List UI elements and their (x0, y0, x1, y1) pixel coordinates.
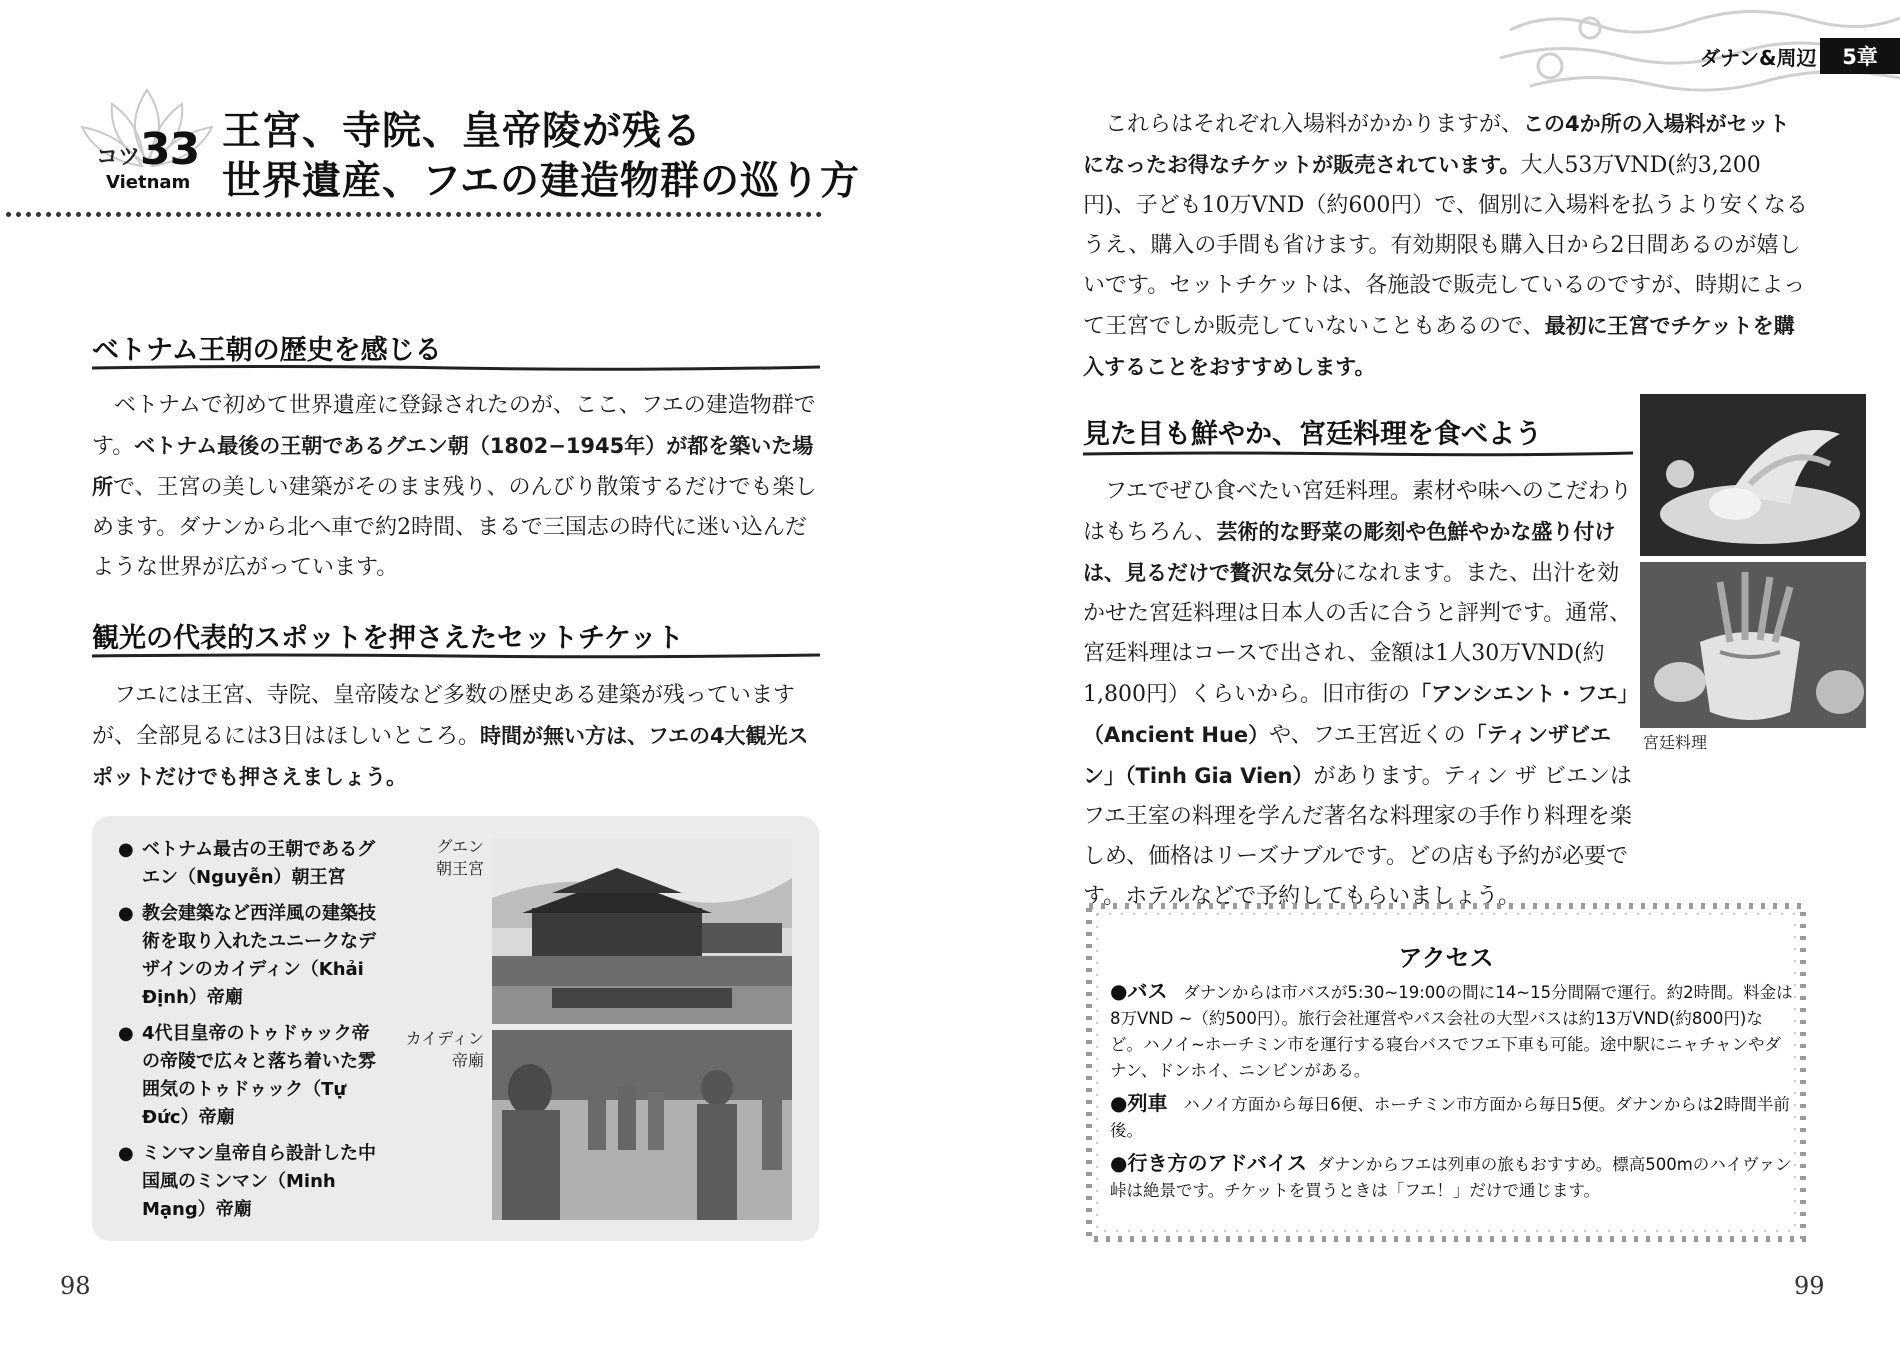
kotsu-number: 33 (140, 124, 200, 175)
access-advice: ●行き方のアドバイス ダナンからフエは列車の旅もおすすめ。標高500mのハイヴァン峠は絶景です。チケットを買うときは「フエ！」だけで通じます。 (1110, 1151, 1792, 1200)
khaidinh-photo (492, 1030, 792, 1220)
section-heading-history: ベトナム王朝の歴史を感じる (92, 335, 442, 366)
photo-caption-palace: グエン 朝王宮 (435, 837, 484, 878)
title-line-1: 王宮、寺院、皇帝陵が残る (222, 109, 703, 154)
section-ticket-body: フエには王宮、寺院、皇帝陵など多数の歴史ある建築が残っていますが、全部見るには3日はほしいところ。時間が無い方は、フエの4大観光スポットだけでも押さえましょう。 (92, 683, 809, 789)
title-line-2: 世界遺産、フエの建造物群の巡り方 (222, 159, 861, 204)
palace-photo (492, 838, 792, 1024)
access-bus: ●バス ダナンからは市バスが5:30~19:00の間に14~15分間隔で運行。約2時間。料金は8万VND ~（約500円）。旅行会社運営やバス会社の大型バスは約13万VND(約800円)など。ハノイ~ホーチミン市を運行する寝台バスでフエ下車も可能。途中駅にニャチャンやダナン、ドンホイ、ニンビンがある。 (1110, 979, 1793, 1080)
access-title: アクセス (1398, 944, 1494, 972)
section-history-body: ベトナムで初めて世界遺産に登録されたのが、ここ、フエの建造物群です。ベトナム最後の王朝であるグエン朝（1802−1945年）が都を築いた場所で、王宮の美しい建築がそのまま残り、のんびり散策するだけでも楽しめます。ダナンから北へ車で約2時間、まるで三国志の時代に迷い込んだような世界が広がっています。 (92, 393, 817, 580)
spot-item: ● 教会建築など西洋風の建築技術を取り入れたユニークなデザインのカイディン（Khải Định）帝廟 (118, 903, 376, 1008)
page-number-right: 99 (1794, 1272, 1825, 1300)
heading-underline (92, 364, 820, 372)
spot-item: ● ミンマン皇帝自ら設計した中国風のミンマン（Minh Mạng）帝廟 (118, 1143, 376, 1220)
food-photo-phoenix (1640, 394, 1866, 556)
access-details (1110, 978, 1794, 1210)
chapter-badge: 5章 (1820, 38, 1900, 74)
chapter-area-label: ダナン&周辺 (1700, 46, 1817, 70)
section-heading-cuisine: 見た目も鮮やか、宮廷料理を食べよう (1083, 419, 1542, 450)
spots-list (118, 836, 378, 1232)
heading-underline (1083, 450, 1633, 458)
ticket-detail-body: これらはそれぞれ入場料がかかりますが、この4か所の入場料がセットになったお得なチケットが販売されています。大人53万VND(約3,200円)、子ども10万VND（約600円）で、個別に入場料を払うより安くなるうえ、購入の手間も省けます。有効期限も購入日から2日間あるのが嬉しいです。セットチケットは、各施設で販売しているのですが、時期によって王宮でしか販売していないこともあるので、最初に王宮でチケットを購入することをおすすめします。 (1083, 112, 1808, 379)
food-photo-vase (1640, 562, 1866, 728)
kotsu-label: コツ (96, 145, 141, 170)
photo-caption-food: 宮廷料理 (1643, 733, 1708, 752)
section-cuisine-body-a: フエでぜひ食べたい宮廷料理。素材や味へのこだわりはもちろん、芸術的な野菜の彫刻や色鮮やかな盛り付けは、見るだけで贅沢な気分になれます。また、出汁を効かせた宮廷料理は日本人の舌に合うと評判です。通常、宮廷料理はコースで出され、金額は1人30万VND(約1,800円）くらいから。旧市街の「アンシエント・フエ」（Ancient Hue）や、フエ王宮近くの「ティンザビエン」（Tinh Gia Vien）があります。ティン ザ ビエンはフエ王室の料理を学んだ著名な料理家の手作り料理を楽しめ、価格はリーズナブルです。どの店も予約が必要です。ホテルなどで予約してもらいましょう。 (1083, 479, 1632, 909)
dotted-divider (6, 212, 822, 217)
spot-item: ● ベトナム最古の王朝であるグエン（Nguyễn）朝王宮 (118, 839, 376, 888)
spot-item: ● 4代目皇帝のトゥドゥック帝の帝陵で広々と落ち着いた雰囲気のトゥドゥック（Tự Đức）帝廟 (118, 1023, 376, 1128)
photo-caption-khaidinh: カイディン 帝廟 (405, 1029, 484, 1070)
section-heading-ticket: 観光の代表的スポットを押さえたセットチケット (92, 623, 684, 654)
access-train: ●列車 ハノイ方面から毎日6便、ホーチミン市方面から毎日5便。ダナンからは2時間半前後。 (1110, 1091, 1790, 1140)
kotsu-country: Vietnam (106, 172, 191, 193)
heading-underline (92, 652, 820, 660)
page-number-left: 98 (60, 1272, 91, 1300)
